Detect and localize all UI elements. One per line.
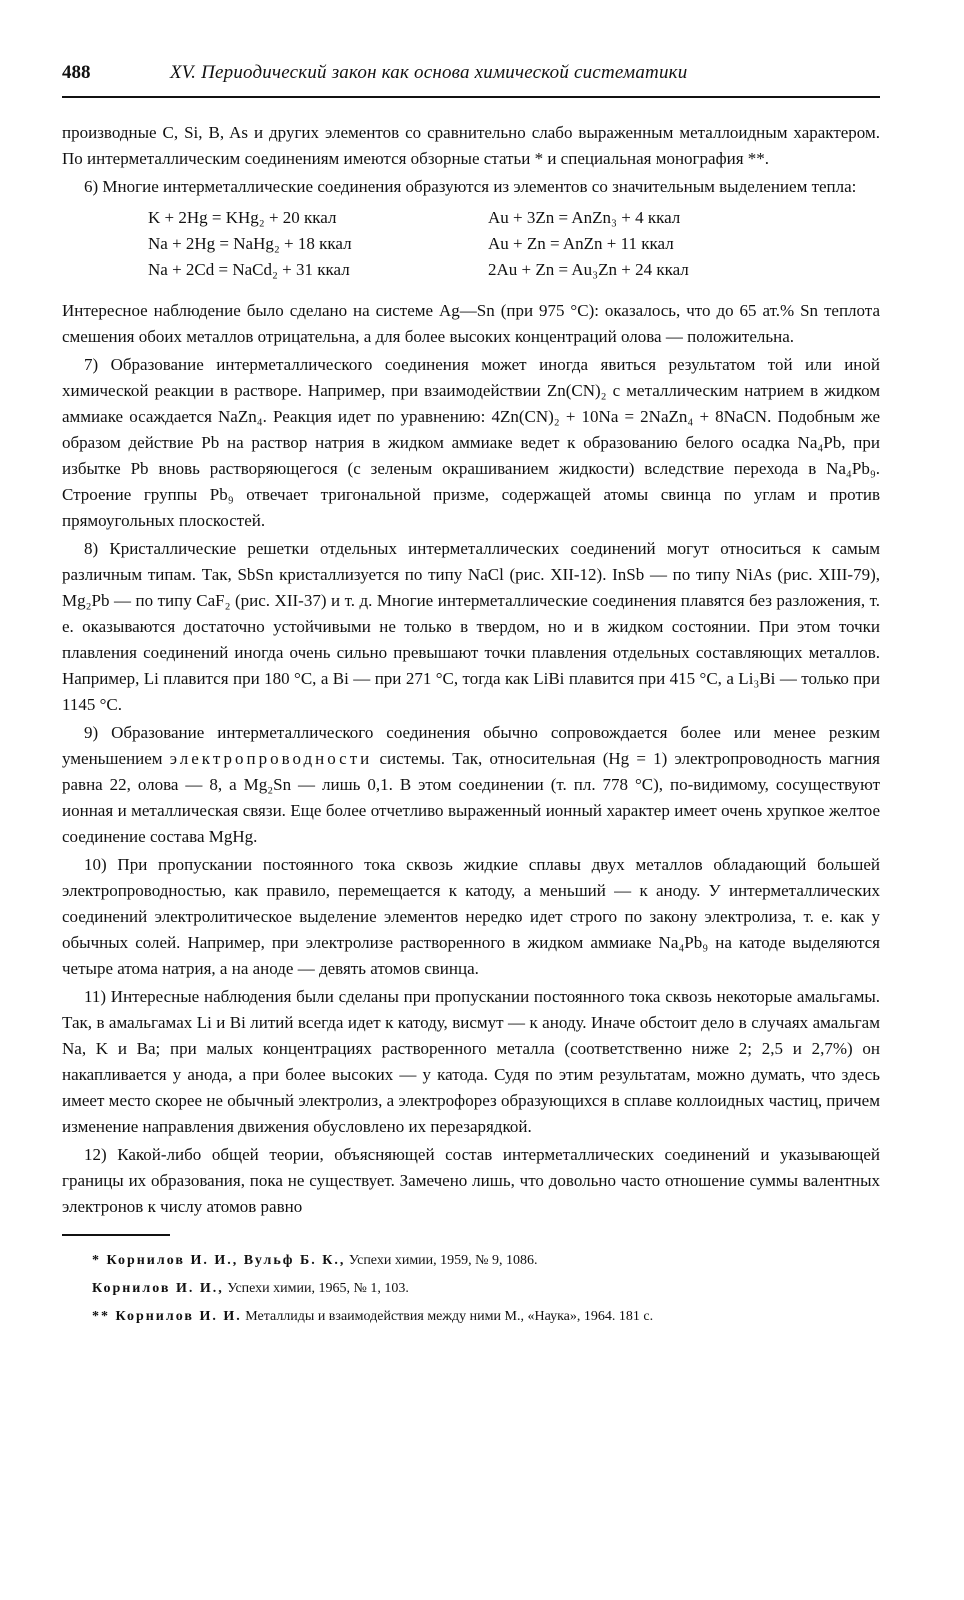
main-text <box>62 120 880 1220</box>
book-page <box>62 62 880 1332</box>
footnote-authors: * Корнилов И. И., Вульф Б. К., <box>92 1253 346 1268</box>
equation-left: Na + 2Hg = NaHg₂ + 18 ккал <box>148 234 352 253</box>
footnote-text: Успехи химии, 1959, № 9, 1086. <box>345 1253 538 1268</box>
paragraph-9 <box>62 720 880 850</box>
page-number: 488 <box>62 62 91 83</box>
equation-row <box>148 258 689 284</box>
equation-right: Au + 3Zn = AnZn₃ + 4 ккал <box>488 208 681 227</box>
header-rule <box>62 96 880 98</box>
paragraph-11: 11) Интересные наблюдения были сделаны при пропускании постоянного тока сквозь некоторые амальгамы. Так, в амальгамах Li и Bi литий всегда идет к катоду, висмут — к аноду. Иначе обстоит дело в случаях амальгам Na, K и Ba; при малых концентрациях растворенного металла (соответственно ниже 2; 2,5 и 2,7%) он накапливается у анода, а при более высоких — у катода. Судя по этим результатам, можно думать, что здесь имеет место скорее не обычный электролиз, а электрофорез образующихся в сплаве коллоидных частиц, причем изменение направления движения обусловлено их перезарядкой. <box>62 987 880 1136</box>
paragraph-9-end: системы. Так, относительная (Hg = 1) электропроводность магния равна 22, олова — 8, а Mg₂Sn — лишь 0,1. В этом соединении (т. пл. 778 °C), по-видимому, сосуществуют ионная и металлическая связи. Еще более отчетливо выраженный ионный характер имеет очень хрупкое желтое соединение состава MgHg. <box>62 749 880 846</box>
footnote-authors: Корнилов И. И., <box>92 1281 224 1296</box>
running-title: XV. Периодический закон как основа химической систематики <box>170 62 688 83</box>
footnote-rule <box>62 1234 170 1236</box>
footnote <box>92 1276 880 1302</box>
paragraph-continuation: производные C, Si, B, As и других элементов со сравнительно слабо выраженным металлоидным характером. По интерметаллическим соединениям имеются обзорные статьи * и специальная монография **. <box>62 123 880 168</box>
paragraph-8: 8) Кристаллические решетки отдельных интерметаллических соединений могут относиться к самым различным типам. Так, SbSn кристаллизуется по типу NaCl (рис. XII-12). InSb — по типу NiAs (рис. XIII-79), Mg₂Pb — по типу CaF₂ (рис. XII-37) и т. д. Многие интерметаллические соединения плавятся без разложения, т. е. оказываются достаточно устойчивыми не только в твердом, но и в жидком состоянии. При этом точки плавления соединений иногда очень сильно превышают точки плавления отдельных составляющих металлов. Например, Li плавится при 180 °C, а Bi — при 271 °C, тогда как LiBi плавится при 415 °C, а Li₃Bi — только при 1145 °C. <box>62 539 880 714</box>
equation-row <box>148 206 689 232</box>
footnote <box>92 1248 880 1274</box>
equation-left: Na + 2Cd = NaCd₂ + 31 ккал <box>148 260 350 279</box>
paragraph-6-observation: Интересное наблюдение было сделано на системе Ag—Sn (при 975 °C): оказалось, что до 65 ат.% Sn теплота смешения обоих металлов отрицательна, а для более высоких концентраций олова — положительна. <box>62 301 880 346</box>
paragraph-12: 12) Какой-либо общей теории, объясняющей состав интерметаллических соединений и указывающей границы их образования, пока не существует. Замечено лишь, что довольно часто отношение суммы валентных электронов к числу атомов равно <box>62 1145 880 1216</box>
running-header <box>62 62 880 92</box>
footnote-authors: ** Корнилов И. И. <box>92 1309 242 1324</box>
footnote-text: Металлиды и взаимодействия между ними М., «Наука», 1964. 181 с. <box>241 1309 654 1324</box>
footnote-text: Успехи химии, 1965, № 1, 103. <box>223 1281 409 1296</box>
paragraph-10: 10) При пропускании постоянного тока сквозь жидкие сплавы двух металлов обладающий большей электропроводностью, как правило, перемещается к катоду, а меньший — к аноду. У интерметаллических соединений электролитическое выделение элементов нередко идет строго по закону электролиза, т. е. как у обычных солей. Например, при электролизе растворенного в жидком аммиаке Na₄Pb₉ на катоде выделяются четыре атома натрия, а на аноде — девять атомов свинца. <box>62 855 880 978</box>
emphasized-term: электропроводности <box>169 749 373 768</box>
equation-left: K + 2Hg = KHg₂ + 20 ккал <box>148 208 337 227</box>
paragraph-6: 6) Многие интерметаллические соединения образуются из элементов со значительным выделением тепла: <box>84 177 857 196</box>
equation-row <box>148 232 689 258</box>
paragraph-7: 7) Образование интерметаллического соединения может иногда явиться результатом той или иной химической реакции в растворе. Например, при взаимодействии Zn(CN)₂ с металлическим натрием в жидком аммиаке осаждается NaZn₄. Реакция идет по уравнению: 4Zn(CN)₂ + 10Na = 2NaZn₄ + 8NaCN. Подобным же образом действие Pb на раствор натрия в жидком аммиаке ведет к образованию белого осадка Na₄Pb, при избытке Pb вновь растворяющегося (с зеленым окрашиванием жидкости) вследствие перехода в Na₄Pb₉. Строение группы Pb₉ отвечает тригональной призме, содержащей атомы свинца по углам и против прямоугольных плоскостей. <box>62 355 880 530</box>
paragraph-9-start: 9) Образование интерметаллического соединения обычно сопровождается более или менее резким уменьшением <box>62 723 880 768</box>
footnotes <box>62 1248 880 1330</box>
equation-right: 2Au + Zn = Au₃Zn + 24 ккал <box>488 260 689 279</box>
reaction-equations <box>148 206 689 284</box>
footnote <box>92 1304 880 1330</box>
equation-right: Au + Zn = AnZn + 11 ккал <box>488 234 674 253</box>
